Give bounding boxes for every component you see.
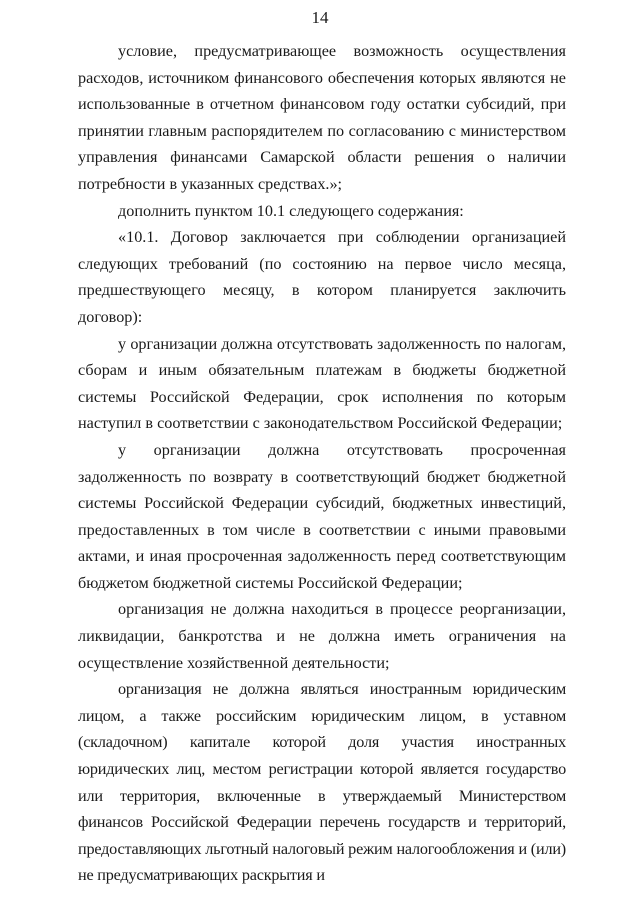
- paragraph-expense-condition: условие, предусматривающее возможность осуществления расходов, источником финансового обеспечения которых являются не использованные в отчетном финансовом году остатки субсидий, при принятии главным распорядителем по согласованию с министерством управления финансами Самарской области решения о наличии потребности в указанных средствах.»;: [78, 42, 566, 193]
- page-number: 14: [311, 8, 329, 27]
- paragraph-add-clause: дополнить пунктом 10.1 следующего содержания:: [118, 201, 464, 220]
- paragraph-tax-debt: у организации должна отсутствовать задолженность по налогам, сборам и иным обязательным платежам в бюджеты бюджетной системы Российской Федерации, срок исполнения по которым наступил в соответствии с законодательством Российской Федерации;: [78, 334, 566, 433]
- paragraph-foreign-entity: организация не должна являться иностранным юридическим лицом, а также российским юридическим лицом, в уставном (складочном) капитале которой доля участия иностранных юридических лиц, местом регистрации которой является государство или территория, включенные в утверждаемый Министерством финансов Российской Федерации перечень государств и территорий, предоставляющих льготный налоговый режим налогообложения и (или) не предусматривающих раскрытия и: [78, 680, 566, 885]
- document-body: [78, 38, 566, 889]
- paragraph-reorganization: организация не должна находиться в процессе реорганизации, ликвидации, банкротства и не должна иметь ограничения на осуществление хозяйственной деятельности;: [78, 600, 566, 672]
- paragraph-overdue-debt: у организации должна отсутствовать просроченная задолженность по возврату в соответствующий бюджет бюджетной системы Российской Федерации субсидий, бюджетных инвестиций, предоставленных в том числе в соответствии с иными правовыми актами, и иная просроченная задолженность перед соответствующим бюджетом бюджетной системы Российской Федерации;: [78, 440, 566, 592]
- paragraph-clause-10-1: «10.1. Договор заключается при соблюдении организацией следующих требований (по состоянию на первое число месяца, предшествующего месяцу, в котором планируется заключить договор):: [78, 228, 566, 326]
